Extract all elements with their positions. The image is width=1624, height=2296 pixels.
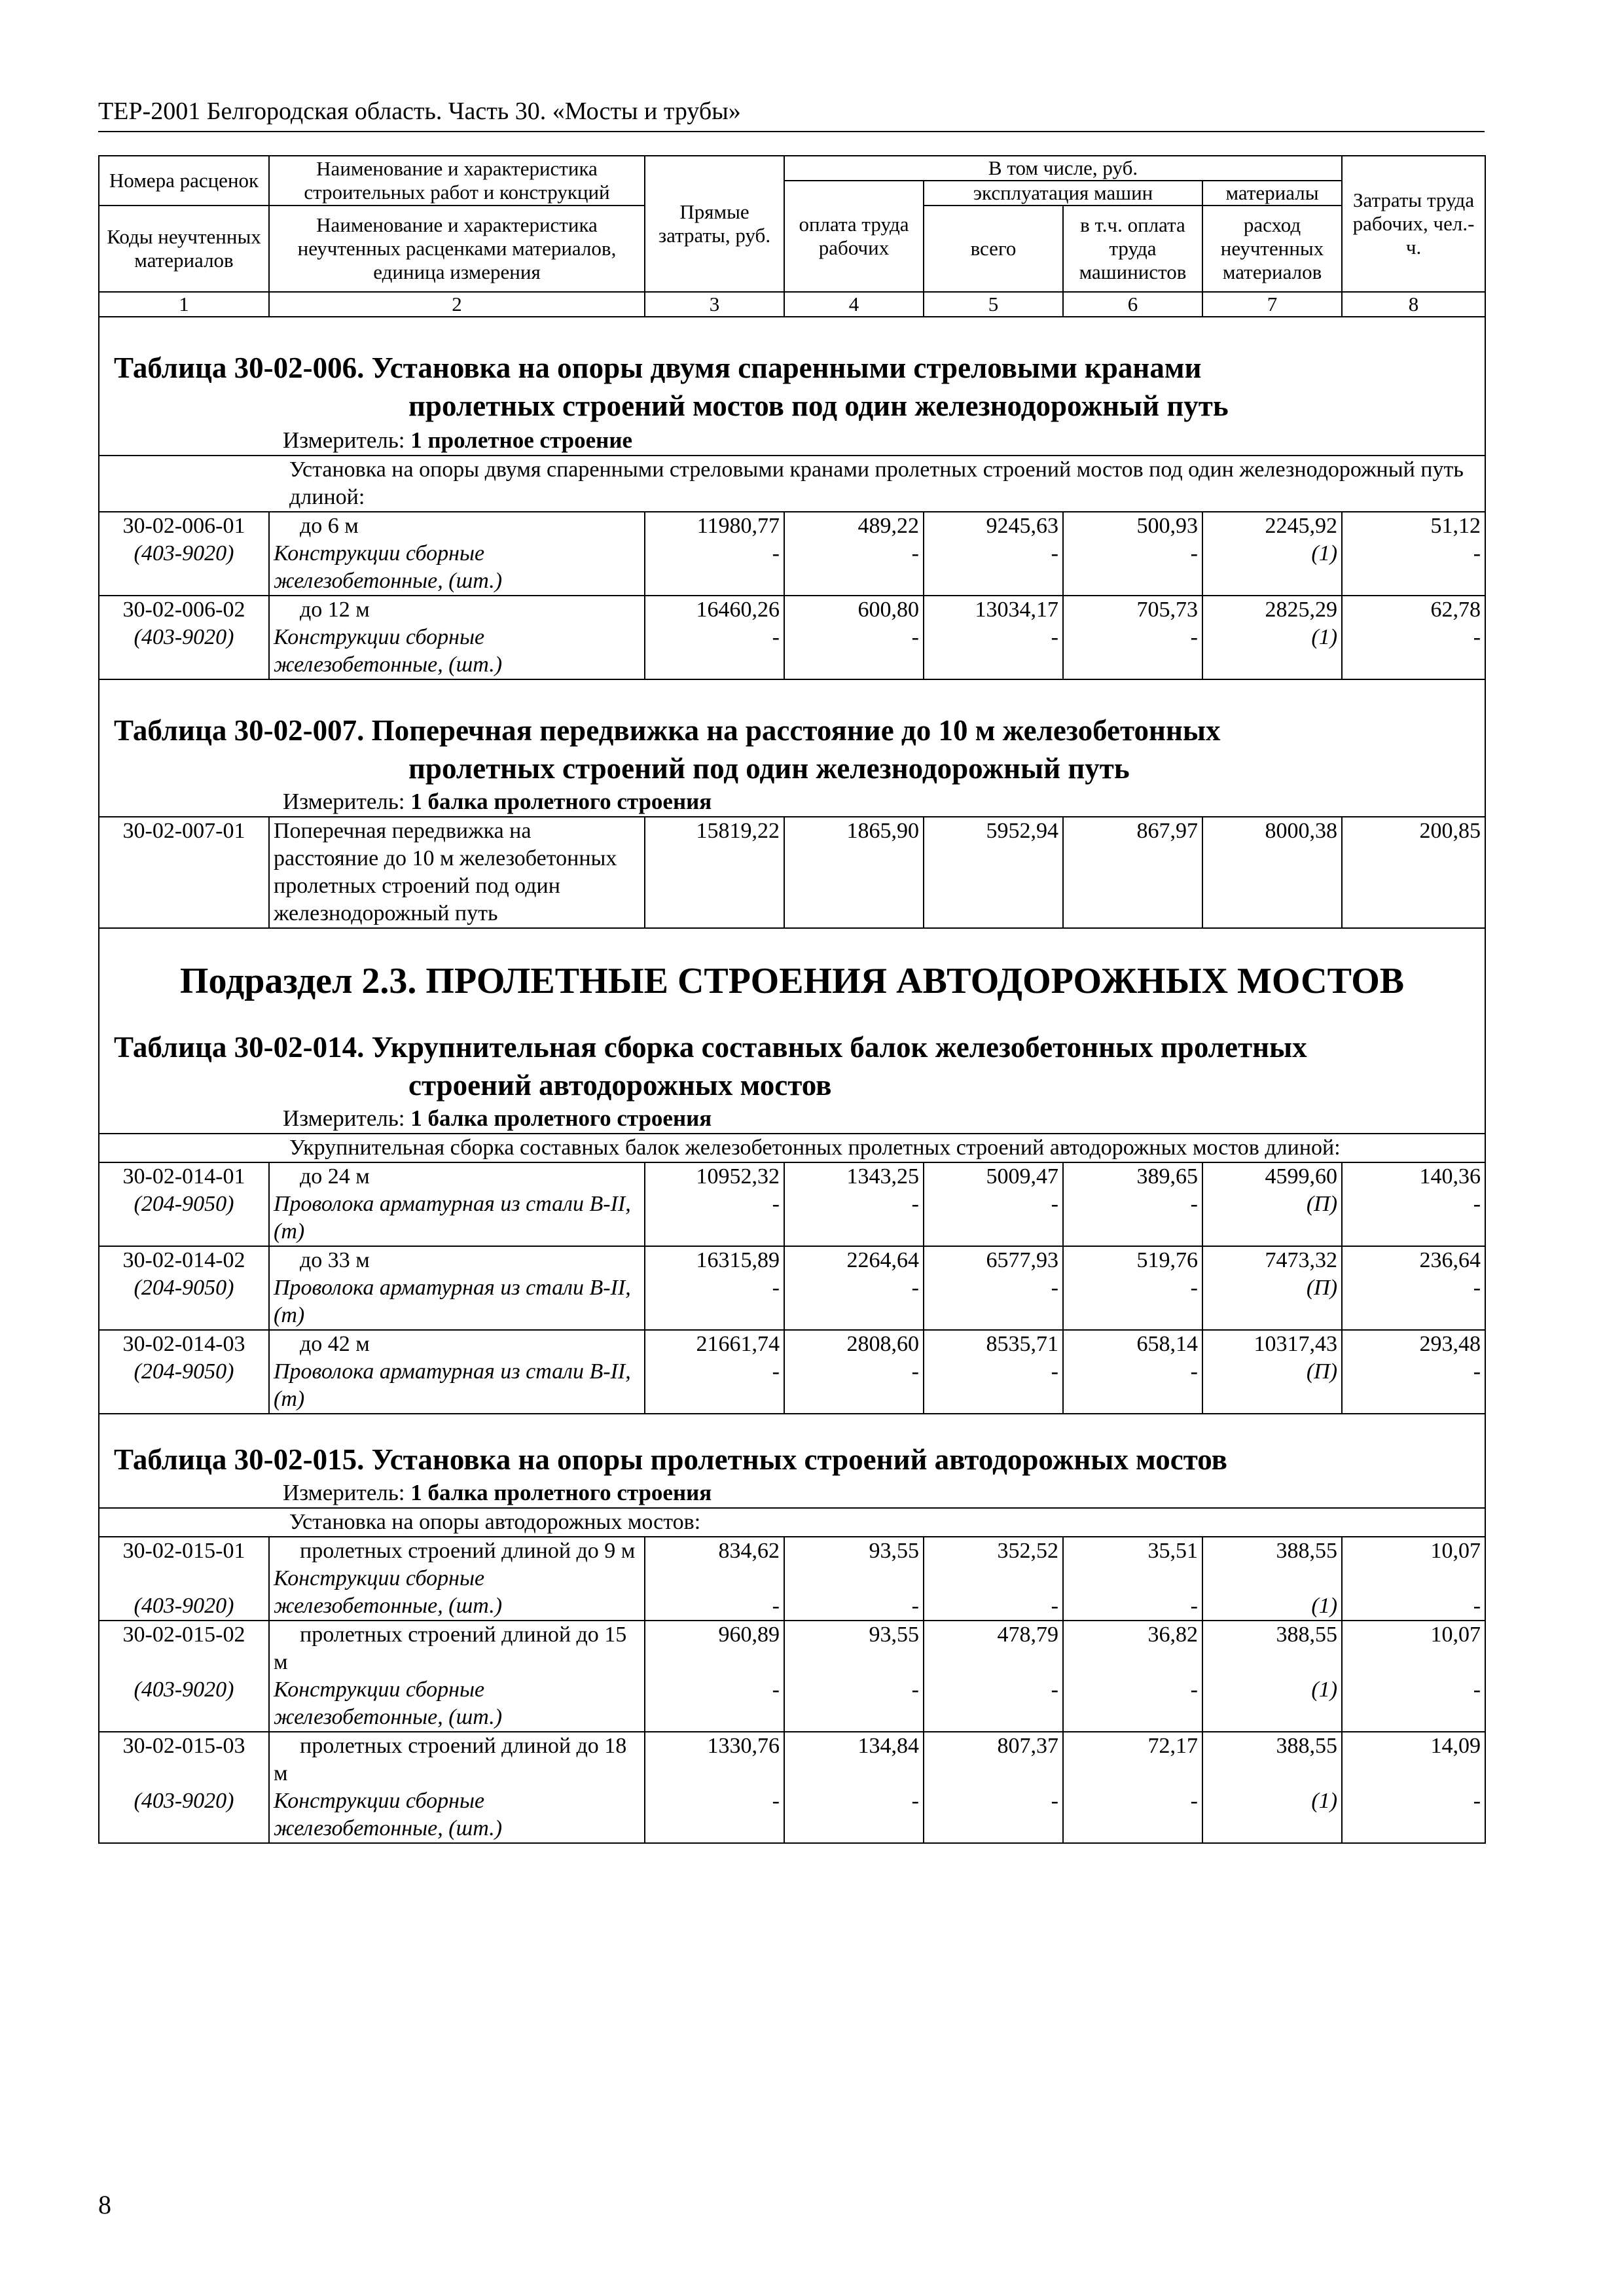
operators-pay: 658,14 — [1136, 1332, 1198, 1356]
dash-cell: - — [772, 1677, 780, 1702]
rate-code: 30-02-006-01 — [122, 514, 245, 538]
col-number: 2 — [269, 292, 645, 317]
table-title: Таблица 30-02-014. Укрупнительная сборка составных балок железобетонных пролетных строений автодорожных мостов — [114, 1031, 1307, 1102]
direct-cost: 834,62 — [718, 1539, 780, 1563]
material-name: Конструкции сборные железобетонные, (шт.) — [274, 1789, 503, 1840]
page-header: ТЕР-2001 Белгородская область. Часть 30. «Мосты и трубы» — [98, 98, 741, 125]
operators-pay: 705,73 — [1136, 598, 1198, 622]
direct-cost: 15819,22 — [645, 817, 784, 928]
rate-code: 30-02-014-02 — [122, 1248, 245, 1272]
machines-total: 478,79 — [997, 1623, 1058, 1647]
dash-cell: - — [772, 1789, 780, 1813]
col1-top-header: Номера расценок — [99, 156, 269, 206]
work-name: пролетных строений длиной до 9 м — [300, 1539, 636, 1563]
work-name: до 6 м — [300, 514, 359, 538]
col4-header: оплата труда рабочих — [784, 181, 924, 292]
rate-code: 30-02-015-01 — [122, 1539, 245, 1563]
material-code: (403-9020) — [134, 541, 234, 565]
material-name: Проволока арматурная из стали В-II, (т) — [274, 1276, 631, 1327]
direct-cost: 10952,32 — [696, 1164, 780, 1189]
rate-code: 30-02-014-01 — [122, 1164, 245, 1189]
dash-cell: - — [1051, 1789, 1058, 1813]
work-name: до 33 м — [300, 1248, 370, 1272]
col6-header: в т.ч. оплата труда машинистов — [1063, 206, 1202, 292]
material-name: Конструкции сборные железобетонные, (шт.) — [274, 625, 503, 677]
dash-cell: - — [1473, 1594, 1481, 1618]
materials: 4599,60 — [1265, 1164, 1338, 1189]
col8-header: Затраты труда рабочих, чел.-ч. — [1342, 156, 1485, 292]
table-row — [99, 512, 1485, 596]
rate-code: 30-02-007-01 — [99, 817, 269, 928]
material-code: (204-9050) — [134, 1276, 234, 1300]
material-name: Проволока арматурная из стали В-II, (т) — [274, 1192, 631, 1244]
dash-cell: - — [1190, 1276, 1198, 1300]
direct-cost: 16460,26 — [696, 598, 780, 622]
table-title: Таблица 30-02-006. Установка на опоры двумя спаренными стреловыми кранами пролетных строений мостов под один железнодорожный путь — [114, 351, 1229, 422]
table-row — [99, 1330, 1485, 1414]
table-row — [99, 1537, 1485, 1621]
dash-cell: - — [911, 1276, 919, 1300]
labor-hours: 10,07 — [1430, 1623, 1481, 1647]
dash-cell: - — [911, 1594, 919, 1618]
rate-code: 30-02-015-03 — [122, 1734, 245, 1758]
materials: 10317,43 — [1254, 1332, 1338, 1356]
labor-hours: 200,85 — [1342, 817, 1485, 928]
labor-pay: 93,55 — [869, 1539, 919, 1563]
operators-pay: 500,93 — [1136, 514, 1198, 538]
dash-cell: - — [1190, 625, 1198, 649]
col2-bottom-header: Наименование и характеристика неучтенных расценками материалов, единица измерения — [269, 206, 645, 292]
col-number: 8 — [1342, 292, 1485, 317]
measure-line: Измеритель: 1 балка пролетного строения — [283, 1105, 712, 1131]
machines-total: 6577,93 — [986, 1248, 1058, 1272]
dash-cell: - — [1051, 541, 1058, 565]
material-qty: (П) — [1306, 1276, 1338, 1300]
work-name: до 42 м — [300, 1332, 370, 1356]
table-row — [99, 596, 1485, 679]
dash-cell: - — [1190, 1677, 1198, 1702]
materials: 2245,92 — [1265, 514, 1338, 538]
dash-cell: - — [772, 625, 780, 649]
direct-cost: 21661,74 — [696, 1332, 780, 1356]
col-number: 3 — [645, 292, 784, 317]
dash-cell: - — [1051, 1359, 1058, 1384]
materials: 7473,32 — [1265, 1248, 1338, 1272]
dash-cell: - — [1190, 541, 1198, 565]
material-code: (403-9020) — [134, 1594, 234, 1618]
dash-cell: - — [911, 1192, 919, 1216]
labor-pay: 93,55 — [869, 1623, 919, 1647]
dash-cell: - — [1190, 1594, 1198, 1618]
material-qty: (П) — [1306, 1359, 1338, 1384]
material-code: (403-9020) — [134, 625, 234, 649]
group-heading: Установка на опоры автодорожных мостов: — [99, 1508, 1485, 1537]
work-name: пролетных строений длиной до 15 м — [274, 1623, 627, 1674]
materials: 388,55 — [1276, 1734, 1338, 1758]
dash-cell: - — [911, 1677, 919, 1702]
col2-top-header: Наименование и характеристика строительных работ и конструкций — [269, 156, 645, 206]
direct-cost: 960,89 — [718, 1623, 780, 1647]
direct-cost: 11980,77 — [696, 514, 780, 538]
machines-total: 8535,71 — [986, 1332, 1058, 1356]
operators-pay: 867,97 — [1063, 817, 1202, 928]
dash-cell: - — [772, 1192, 780, 1216]
labor-pay: 134,84 — [857, 1734, 919, 1758]
dash-cell: - — [1051, 625, 1058, 649]
col5-header: всего — [924, 206, 1063, 292]
material-code: (403-9020) — [134, 1677, 234, 1702]
dash-cell: - — [1473, 541, 1481, 565]
dash-cell: - — [1190, 1192, 1198, 1216]
labor-hours: 62,78 — [1430, 598, 1481, 622]
labor-hours: 236,64 — [1419, 1248, 1481, 1272]
table-row — [99, 817, 1485, 928]
materials: 388,55 — [1276, 1539, 1338, 1563]
group-heading: Укрупнительная сборка составных балок железобетонных пролетных строений автодорожных мостов длиной: — [99, 1134, 1485, 1162]
work-name: до 24 м — [300, 1164, 370, 1189]
work-name: пролетных строений длиной до 18 м — [274, 1734, 627, 1785]
labor-pay: 489,22 — [857, 514, 919, 538]
col-number: 7 — [1202, 292, 1342, 317]
machines-total: 13034,17 — [975, 598, 1058, 622]
labor-hours: 14,09 — [1430, 1734, 1481, 1758]
incl-header: В том числе, руб. — [784, 156, 1342, 181]
dash-cell: - — [1051, 1192, 1058, 1216]
header-rule — [98, 131, 1485, 132]
dash-cell: - — [1473, 1359, 1481, 1384]
table-title-section — [99, 1414, 1485, 1508]
table-title-section — [99, 679, 1485, 817]
dash-cell: - — [911, 541, 919, 565]
material-qty: (1) — [1311, 1789, 1338, 1813]
col3-header: Прямые затраты, руб. — [645, 156, 784, 292]
labor-hours: 10,07 — [1430, 1539, 1481, 1563]
table-title-section — [99, 317, 1485, 456]
materials: 8000,38 — [1202, 817, 1342, 928]
work-name: до 12 м — [300, 598, 370, 622]
col1-bottom-header: Коды неучтенных материалов — [99, 206, 269, 292]
machines-total: 5009,47 — [986, 1164, 1058, 1189]
subsection-title: Подраздел 2.3. ПРОЛЕТНЫЕ СТРОЕНИЯ АВТОДОРОЖНЫХ МОСТОВ — [179, 961, 1405, 1001]
machines-header: эксплуатация машин — [924, 181, 1202, 206]
table-title: Таблица 30-02-007. Поперечная передвижка на расстояние до 10 м железобетонных пролетных строений под один железнодорожный путь — [114, 714, 1221, 785]
table-title-section — [99, 928, 1485, 1134]
col-number: 6 — [1063, 292, 1202, 317]
material-name: Конструкции сборные железобетонные, (шт.) — [274, 1677, 503, 1729]
labor-hours: 293,48 — [1419, 1332, 1481, 1356]
dash-cell: - — [1473, 625, 1481, 649]
materials-header: материалы — [1202, 181, 1342, 206]
material-code: (403-9020) — [134, 1789, 234, 1813]
labor-pay: 600,80 — [857, 598, 919, 622]
dash-cell: - — [1051, 1594, 1058, 1618]
labor-pay: 2808,60 — [846, 1332, 919, 1356]
labor-pay: 1343,25 — [846, 1164, 919, 1189]
dash-cell: - — [772, 1359, 780, 1384]
material-name: Конструкции сборные железобетонные, (шт.) — [274, 541, 503, 593]
operators-pay: 36,82 — [1147, 1623, 1198, 1647]
dash-cell: - — [1051, 1677, 1058, 1702]
materials: 388,55 — [1276, 1623, 1338, 1647]
table-title: Таблица 30-02-015. Установка на опоры пролетных строений автодорожных мостов — [114, 1443, 1227, 1476]
dash-cell: - — [911, 625, 919, 649]
col-number: 5 — [924, 292, 1063, 317]
machines-total: 352,52 — [997, 1539, 1058, 1563]
dash-cell: - — [772, 1594, 780, 1618]
material-code: (204-9050) — [134, 1359, 234, 1384]
materials: 2825,29 — [1265, 598, 1338, 622]
material-qty: (П) — [1306, 1192, 1338, 1216]
operators-pay: 35,51 — [1147, 1539, 1198, 1563]
rates-table — [98, 155, 1486, 1844]
material-name: Конструкции сборные железобетонные, (шт.) — [274, 1566, 503, 1618]
dash-cell: - — [1473, 1276, 1481, 1300]
dash-cell: - — [772, 541, 780, 565]
table-head — [99, 156, 1485, 317]
labor-hours: 140,36 — [1419, 1164, 1481, 1189]
dash-cell: - — [1051, 1276, 1058, 1300]
rate-code: 30-02-006-02 — [122, 598, 245, 622]
machines-total: 5952,94 — [924, 817, 1063, 928]
material-qty: (1) — [1311, 541, 1338, 565]
machines-total: 807,37 — [997, 1734, 1058, 1758]
dash-cell: - — [911, 1789, 919, 1813]
measure-line: Измеритель: 1 пролетное строение — [283, 427, 633, 453]
dash-cell: - — [911, 1359, 919, 1384]
measure-line: Измеритель: 1 балка пролетного строения — [283, 1480, 712, 1505]
material-qty: (1) — [1311, 1594, 1338, 1618]
operators-pay: 519,76 — [1136, 1248, 1198, 1272]
col-number: 4 — [784, 292, 924, 317]
dash-cell: - — [1190, 1359, 1198, 1384]
material-name: Проволока арматурная из стали В-II, (т) — [274, 1359, 631, 1411]
col7-header: расход неучтенных материалов — [1202, 206, 1342, 292]
rate-code: 30-02-014-03 — [122, 1332, 245, 1356]
labor-hours: 51,12 — [1430, 514, 1481, 538]
material-code: (204-9050) — [134, 1192, 234, 1216]
operators-pay: 72,17 — [1147, 1734, 1198, 1758]
table-row — [99, 1732, 1485, 1843]
page-number: 8 — [98, 2190, 111, 2219]
table-row — [99, 1162, 1485, 1246]
labor-pay: 2264,64 — [846, 1248, 919, 1272]
dash-cell: - — [1473, 1192, 1481, 1216]
column-numbers-row — [99, 292, 1485, 317]
operators-pay: 389,65 — [1136, 1164, 1198, 1189]
machines-total: 9245,63 — [986, 514, 1058, 538]
measure-line: Измеритель: 1 балка пролетного строения — [283, 789, 712, 814]
material-qty: (1) — [1311, 1677, 1338, 1702]
table-row — [99, 1621, 1485, 1732]
direct-cost: 1330,76 — [707, 1734, 780, 1758]
direct-cost: 16315,89 — [696, 1248, 780, 1272]
material-qty: (1) — [1311, 625, 1338, 649]
col-number: 1 — [99, 292, 269, 317]
work-name: Поперечная передвижка на расстояние до 10 м железобетонных пролетных строений под один железнодорожный путь — [269, 817, 645, 928]
table-row — [99, 1246, 1485, 1330]
dash-cell: - — [772, 1276, 780, 1300]
dash-cell: - — [1473, 1789, 1481, 1813]
rate-code: 30-02-015-02 — [122, 1623, 245, 1647]
dash-cell: - — [1190, 1789, 1198, 1813]
labor-pay: 1865,90 — [784, 817, 924, 928]
dash-cell: - — [1473, 1677, 1481, 1702]
group-heading: Установка на опоры двумя спаренными стреловыми кранами пролетных строений мостов под один железнодорожный путь длиной: — [99, 456, 1485, 512]
